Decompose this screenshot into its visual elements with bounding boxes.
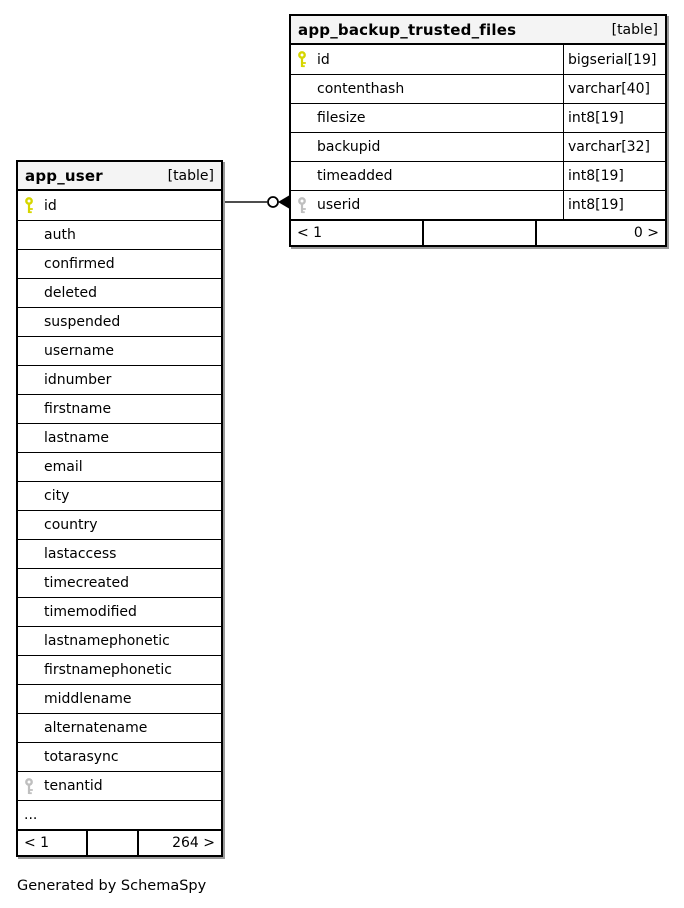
primary-key-icon xyxy=(297,51,317,68)
column-name: userid xyxy=(317,197,361,213)
column-row-lastnamephonetic[interactable] xyxy=(18,626,221,655)
column-rows xyxy=(18,191,221,829)
column-name: timemodified xyxy=(44,604,137,620)
column-name-cell xyxy=(18,801,221,829)
column-name-cell xyxy=(18,482,221,510)
column-name-cell xyxy=(18,424,221,452)
column-type: bigserial[19] xyxy=(563,45,665,74)
column-name-cell xyxy=(18,337,221,365)
column-name: timecreated xyxy=(44,575,129,591)
table-header[interactable] xyxy=(291,16,665,45)
table-type-tag: [table] xyxy=(611,21,658,38)
table-footer xyxy=(291,219,665,245)
column-name-cell xyxy=(18,714,221,742)
column-row-firstnamephonetic[interactable] xyxy=(18,655,221,684)
column-row-middlename[interactable] xyxy=(18,684,221,713)
footer-middle-cell xyxy=(86,831,137,855)
column-row-contenthash[interactable] xyxy=(291,74,665,103)
column-name: backupid xyxy=(317,139,381,155)
table-footer xyxy=(18,829,221,855)
column-row-ellipsis[interactable] xyxy=(18,800,221,829)
column-name: totarasync xyxy=(44,749,119,765)
column-row-filesize[interactable] xyxy=(291,103,665,132)
column-row-totarasync[interactable] xyxy=(18,742,221,771)
footer-parents-count: < 1 xyxy=(24,835,50,851)
column-row-timecreated[interactable] xyxy=(18,568,221,597)
column-name: lastname xyxy=(44,430,109,446)
table-name: app_backup_trusted_files xyxy=(298,20,517,39)
fk-relationship-connector xyxy=(221,192,289,212)
foreign-key-icon xyxy=(24,778,44,795)
column-row-lastaccess[interactable] xyxy=(18,539,221,568)
column-row-alternatename[interactable] xyxy=(18,713,221,742)
column-row-timeadded[interactable] xyxy=(291,161,665,190)
column-name-cell xyxy=(291,104,563,132)
column-row-auth[interactable] xyxy=(18,220,221,249)
column-name-cell xyxy=(18,598,221,626)
column-name: timeadded xyxy=(317,168,393,184)
column-name: lastnamephonetic xyxy=(44,633,170,649)
column-name-cell xyxy=(18,395,221,423)
column-name-cell xyxy=(18,772,221,800)
column-name-cell xyxy=(291,75,563,103)
column-name: country xyxy=(44,517,98,533)
column-name-cell xyxy=(291,191,563,219)
column-name-cell xyxy=(18,685,221,713)
cardinality-zero-marker xyxy=(268,197,278,207)
column-row-firstname[interactable] xyxy=(18,394,221,423)
column-name: filesize xyxy=(317,110,366,126)
table-app_backup_trusted_files[interactable] xyxy=(289,14,667,247)
column-row-id[interactable] xyxy=(291,45,665,74)
column-row-userid[interactable] xyxy=(291,190,665,219)
column-name: id xyxy=(317,51,330,68)
column-name: email xyxy=(44,459,83,475)
column-name: ... xyxy=(24,807,38,823)
column-name-cell xyxy=(18,191,221,220)
column-name-cell xyxy=(18,540,221,568)
column-name: firstname xyxy=(44,401,112,417)
column-name: id xyxy=(44,197,57,214)
column-name: deleted xyxy=(44,285,97,301)
column-row-email[interactable] xyxy=(18,452,221,481)
column-row-id[interactable] xyxy=(18,191,221,220)
column-row-suspended[interactable] xyxy=(18,307,221,336)
column-row-timemodified[interactable] xyxy=(18,597,221,626)
column-row-lastname[interactable] xyxy=(18,423,221,452)
column-name: suspended xyxy=(44,314,121,330)
column-name: tenantid xyxy=(44,778,103,794)
column-name: firstnamephonetic xyxy=(44,662,172,678)
column-type: varchar[32] xyxy=(563,133,665,161)
column-name-cell xyxy=(291,45,563,74)
column-name-cell xyxy=(18,743,221,771)
column-row-confirmed[interactable] xyxy=(18,249,221,278)
column-name-cell xyxy=(291,162,563,190)
table-name: app_user xyxy=(25,166,103,185)
column-name-cell xyxy=(18,511,221,539)
footer-parents-count: < 1 xyxy=(297,225,323,241)
column-type: varchar[40] xyxy=(563,75,665,103)
column-row-city[interactable] xyxy=(18,481,221,510)
footer-children-count: 264 > xyxy=(137,831,221,855)
column-name: lastaccess xyxy=(44,546,117,562)
column-name: idnumber xyxy=(44,372,112,388)
generator-credit: Generated by SchemaSpy xyxy=(17,878,207,894)
table-type-tag: [table] xyxy=(167,167,214,184)
column-name: middlename xyxy=(44,691,132,707)
column-row-deleted[interactable] xyxy=(18,278,221,307)
column-name: confirmed xyxy=(44,256,115,272)
column-name-cell xyxy=(18,279,221,307)
column-name-cell xyxy=(18,627,221,655)
column-row-tenantid[interactable] xyxy=(18,771,221,800)
column-row-idnumber[interactable] xyxy=(18,365,221,394)
column-type: int8[19] xyxy=(563,191,665,219)
table-header[interactable] xyxy=(18,162,221,191)
column-row-backupid[interactable] xyxy=(291,132,665,161)
column-name-cell xyxy=(18,250,221,278)
column-name-cell xyxy=(18,656,221,684)
column-type: int8[19] xyxy=(563,162,665,190)
column-name-cell xyxy=(291,133,563,161)
primary-key-icon xyxy=(24,197,44,214)
column-type: int8[19] xyxy=(563,104,665,132)
column-name-cell xyxy=(18,569,221,597)
column-name-cell xyxy=(18,453,221,481)
column-name: username xyxy=(44,343,114,359)
column-name: city xyxy=(44,488,70,504)
column-name: auth xyxy=(44,227,76,243)
column-name-cell xyxy=(18,308,221,336)
table-app_user[interactable] xyxy=(16,160,223,857)
cardinality-arrowhead-marker xyxy=(278,196,289,209)
footer-children-count: 0 > xyxy=(535,221,665,245)
footer-middle-cell xyxy=(422,221,535,245)
column-row-username[interactable] xyxy=(18,336,221,365)
column-row-country[interactable] xyxy=(18,510,221,539)
column-rows xyxy=(291,45,665,219)
column-name: contenthash xyxy=(317,81,405,97)
column-name-cell xyxy=(18,366,221,394)
column-name: alternatename xyxy=(44,720,148,736)
foreign-key-icon xyxy=(297,197,317,214)
column-name-cell xyxy=(18,221,221,249)
